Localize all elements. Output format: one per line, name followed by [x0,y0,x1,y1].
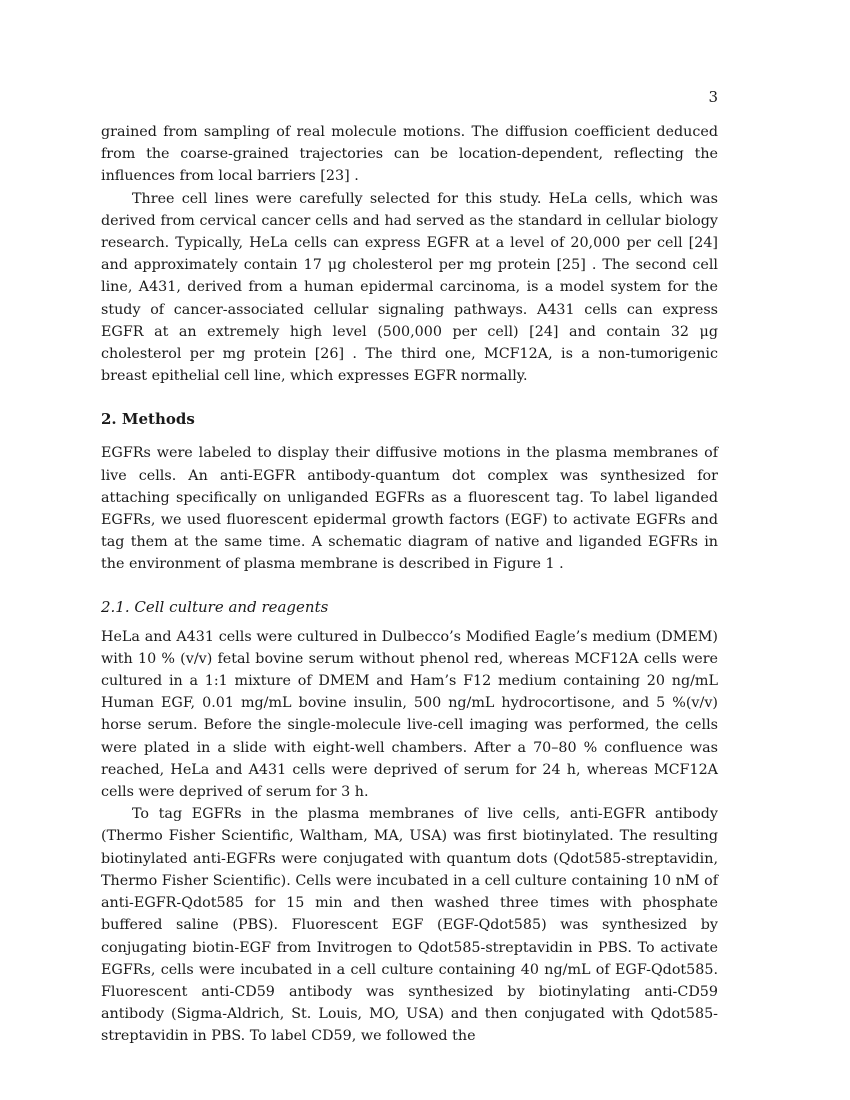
main-text [101,121,718,1048]
tagging-paragraph: To tag EGFRs in the plasma membranes of live cells, anti-EGFR antibody (Thermo Fisher Scientific, Waltham, MA, USA) was first biotinylated. The resulting biotinylated anti-EGFRs were conjugated with quantum dots (Qdot585-streptavidin, Thermo Fisher Scientific). Cells were incubated in a cell culture containing 10 nM of anti-EGFR-Qdot585 for 15 min and then washed three times with phosphate buffered saline (PBS). Fluorescent EGF (EGF-Qdot585) was synthesized by conjugating biotin-EGF from Invitrogen to Qdot585-streptavidin in PBS. To activate EGFRs, cells were incubated in a cell culture containing 40 ng/mL of EGF-Qdot585. Fluorescent anti-CD59 antibody was synthesized by biotinylating anti-CD59 antibody (Sigma-Aldrich, St. Louis, MO, USA) and then conjugated with Qdot585-streptavidin in PBS. To label CD59, we followed the [101,806,718,1045]
methods-paragraph: EGFRs were labeled to display their diffusive motions in the plasma membranes of live cells. An anti-EGFR antibody-quantum dot complex was synthesized for attaching specifically on unliganded EGFRs as a fluorescent tag. To label liganded EGFRs, we used fluorescent epidermal growth factors (EGF) to activate EGFRs and tag them at the same time. A schematic diagram of native and liganded EGFRs in the environment of plasma membrane is described in Figure 1 . [101,445,718,573]
cell-lines-paragraph: Three cell lines were carefully selected for this study. HeLa cells, which was derived from cervical cancer cells and had served as the standard in cellular biology research. Typically, HeLa cells can express EGFR at a level of 20,000 per cell [24] and approximately contain 17 μg cholesterol per mg protein [25] . The second cell line, A431, derived from a human epidermal carcinoma, is a model system for the study of cancer-associated cellular signaling pathways. A431 cells can express EGFR at an extremely high level (500,000 per cell) [24] and contain 32 μg cholesterol per mg protein [26] . The third one, MCF12A, is a non-tumorigenic breast epithelial cell line, which expresses EGFR normally. [101,190,718,385]
cell-culture-heading: 2.1. Cell culture and reagents [101,597,329,616]
methods-heading: 2. Methods [101,410,195,429]
intro-continuation-paragraph: grained from sampling of real molecule motions. The diffusion coefficient deduced from the coarse-grained trajectories can be location-dependent, reflecting the influences from local barriers [23] . [101,124,718,185]
cell-culture-paragraph: HeLa and A431 cells were cultured in Dulbecco’s Modified Eagle’s medium (DMEM) with 10 % (v/v) fetal bovine serum without phenol red, whereas MCF12A cells were cultured in a 1:1 mixture of DMEM and Ham’s F12 medium containing 20 ng/mL Human EGF, 0.01 mg/mL bovine insulin, 500 ng/mL hydrocortisone, and 5 %(v/v) horse serum. Before the single-molecule live-cell imaging was performed, the cells were plated in a slide with eight-well chambers. After a 70–80 % confluence was reached, HeLa and A431 cells were deprived of serum for 24 h, whereas MCF12A cells were deprived of serum for 3 h. [101,628,718,801]
page-number: 3 [708,88,718,106]
